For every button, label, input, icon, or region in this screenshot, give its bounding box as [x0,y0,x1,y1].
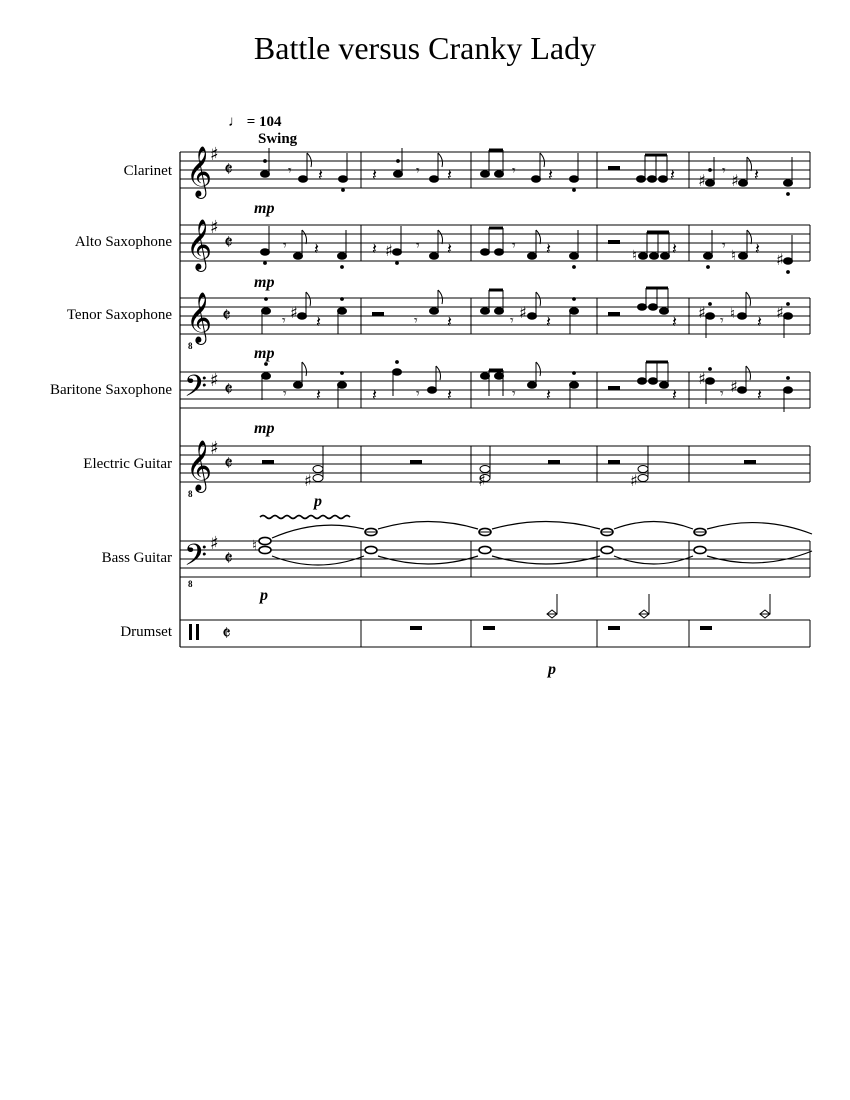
crash-cymbal-icon [547,610,557,618]
svg-text:𝄽: 𝄽 [672,385,677,404]
cut-time-icon: 𝄵 [224,377,233,401]
svg-text:𝄽: 𝄽 [755,239,760,258]
dynamic-bass-guitar: p [260,587,268,604]
svg-text:𝄾: 𝄾 [720,386,724,402]
svg-text:𝄽: 𝄽 [314,239,319,258]
svg-text:𝄽: 𝄽 [546,385,551,404]
cut-time-icon: 𝄵 [224,546,233,570]
crash-cymbal-icon [639,610,649,618]
svg-text:𝄾: 𝄾 [722,163,726,179]
staff-electric-guitar [180,446,810,482]
svg-text:𝄽: 𝄽 [318,165,323,184]
cut-time-icon: 𝄵 [222,621,231,645]
cut-time-icon: 𝄵 [224,157,233,181]
svg-text:𝄾: 𝄾 [720,313,724,329]
svg-text:♯: ♯ [385,241,393,260]
svg-text:𝄽: 𝄽 [546,239,551,258]
instrument-label-electric-guitar: Electric Guitar [83,456,172,472]
svg-text:♯: ♯ [776,303,784,322]
svg-text:𝄾: 𝄾 [414,313,418,329]
svg-text:𝄽: 𝄽 [316,312,321,331]
svg-text:𝄽: 𝄽 [670,165,675,184]
trill-wave-icon [260,516,350,519]
instrument-label-tenor-sax: Tenor Saxophone [66,307,172,323]
svg-text:𝄾: 𝄾 [512,238,516,254]
svg-text:𝄾: 𝄾 [416,386,420,402]
svg-text:♯: ♯ [210,217,219,238]
svg-text:𝄾: 𝄾 [282,313,286,329]
treble-clef-icon: 𝄞 [186,440,213,491]
instrument-label-baritone-sax: Baritone Saxophone [49,382,172,398]
score-title: Battle versus Cranky Lady [253,30,597,66]
svg-text:♯: ♯ [210,144,219,165]
svg-text:𝄽: 𝄽 [757,312,762,331]
tie-arcs [272,522,812,566]
svg-text:𝄽: 𝄽 [316,385,321,404]
crash-cymbal-icon [760,610,770,618]
notes-baritone-sax [262,361,793,412]
svg-text:♯: ♯ [478,471,486,490]
svg-text:𝄽: 𝄽 [754,165,759,184]
svg-text:♯: ♯ [304,471,312,490]
notes-bass-guitar [252,516,812,566]
svg-text:𝄾: 𝄾 [288,163,292,179]
notes-tenor-sax [262,288,793,338]
staff-tenor-sax [180,298,810,334]
dynamic-electric-guitar: p [314,493,322,510]
cut-time-icon: 𝄵 [224,451,233,475]
svg-text:♯: ♯ [698,171,706,190]
svg-text:𝄽: 𝄽 [372,239,377,258]
staff-bass-guitar [180,541,810,577]
cut-time-icon: 𝄵 [224,230,233,254]
svg-text:𝄽: 𝄽 [447,239,452,258]
swing-marking: Swing [258,131,298,147]
staff-drumset [180,620,810,647]
svg-text:𝄽: 𝄽 [447,165,452,184]
staff-alto-sax [180,225,810,261]
notes-drumset [410,594,770,630]
svg-text:♯: ♯ [698,303,706,322]
treble-clef-icon: 𝄞 [186,146,213,197]
svg-text:♮: ♮ [731,248,737,264]
svg-text:𝄽: 𝄽 [372,385,377,404]
dynamic-alto-sax: mp [254,274,275,291]
notes-electric-guitar [262,446,756,490]
svg-text:♯: ♯ [210,438,219,459]
instrument-label-bass-guitar: Bass Guitar [101,550,172,566]
svg-text:8: 8 [188,341,193,351]
svg-text:♯: ♯ [290,303,298,322]
svg-text:𝄾: 𝄾 [283,238,287,254]
svg-text:𝄾: 𝄾 [416,163,420,179]
svg-text:♮: ♮ [252,538,258,554]
svg-text:♯: ♯ [210,370,219,391]
instrument-label-alto-sax: Alto Saxophone [74,234,172,250]
svg-text:𝄾: 𝄾 [283,386,287,402]
dynamic-tenor-sax: mp [254,345,275,362]
instrument-label-drumset: Drumset [120,624,172,640]
instrument-label-clarinet: Clarinet [123,163,172,179]
svg-text:𝄽: 𝄽 [672,239,677,258]
staff-clarinet [180,152,810,188]
svg-text:𝄾: 𝄾 [512,386,516,402]
svg-text:𝄾: 𝄾 [512,163,516,179]
svg-text:♯: ♯ [731,171,739,190]
svg-text:𝄽: 𝄽 [372,165,377,184]
svg-text:𝄽: 𝄽 [548,165,553,184]
svg-text:𝄽: 𝄽 [447,385,452,404]
dynamic-clarinet: mp [254,200,275,217]
svg-text:♯: ♯ [519,303,527,322]
svg-text:𝄽: 𝄽 [672,312,677,331]
tempo-marking: ♩ = 104 [228,114,282,130]
svg-text:𝄾: 𝄾 [416,238,420,254]
dynamic-baritone-sax: mp [254,420,275,437]
svg-text:♯: ♯ [630,471,638,490]
svg-text:𝄽: 𝄽 [447,312,452,331]
svg-text:8: 8 [188,579,193,589]
treble-clef-icon: 𝄞 [186,292,213,343]
treble-clef-icon: 𝄞 [186,219,213,270]
svg-text:8: 8 [188,489,193,499]
bass-clef-icon: 𝄢 [184,370,208,411]
svg-text:♯: ♯ [730,377,738,396]
dynamic-drumset: p [548,661,556,678]
svg-text:♯: ♯ [698,369,706,388]
svg-text:♯: ♯ [210,533,219,554]
svg-text:𝄾: 𝄾 [510,313,514,329]
cut-time-icon: 𝄵 [222,303,231,327]
bass-clef-icon: 𝄢 [184,539,208,580]
notes-alto-sax [261,226,793,273]
percussion-clef-icon [189,624,192,640]
svg-text:♯: ♯ [776,250,784,269]
svg-text:♮: ♮ [632,248,638,264]
svg-text:𝄽: 𝄽 [757,385,762,404]
svg-text:♮: ♮ [730,306,736,322]
svg-text:𝄽: 𝄽 [546,312,551,331]
svg-text:𝄾: 𝄾 [722,238,726,254]
